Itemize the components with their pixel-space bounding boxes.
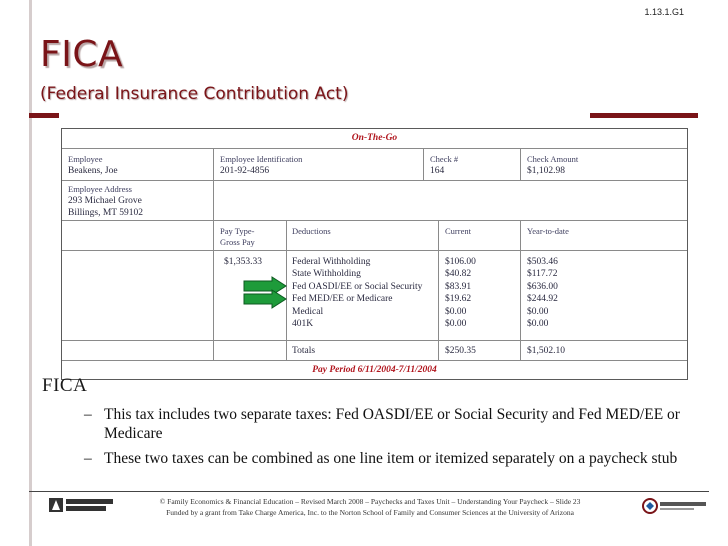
stub-deductions-row <box>62 251 687 341</box>
bullet-dash: – <box>84 406 92 423</box>
arrow-right-icon <box>242 289 288 309</box>
slide-id: 1.13.1.G1 <box>644 7 684 17</box>
emp-id-value: 201-92-4856 <box>220 166 270 176</box>
deduction-current-value: $0.00 <box>445 306 467 317</box>
deduction-name: State Withholding <box>292 269 361 280</box>
employee-value: Beakens, Joe <box>68 166 118 176</box>
deduction-ytd-value: $0.00 <box>527 319 549 330</box>
deduction-name: Fed MED/EE or Medicare <box>292 294 393 305</box>
section-heading: FICA <box>42 375 88 396</box>
footer-funding: Funded by a grant from Take Charge America, Inc. to the Norton School of Family and Consumer Sciences at the University of Arizona <box>166 508 574 517</box>
company-name: On-The-Go <box>351 133 398 143</box>
title-rule-right <box>590 113 698 118</box>
address-label: Employee Address <box>68 184 132 194</box>
check-value: 164 <box>430 166 445 176</box>
col-current: Current <box>445 226 471 236</box>
col-paytype-2: Gross Pay <box>220 237 255 247</box>
footer-rule <box>29 491 709 492</box>
gross-pay: $1,353.33 <box>224 257 262 267</box>
deduction-current-value: $106.00 <box>445 257 476 267</box>
take-charge-america-logo <box>642 497 708 515</box>
slide-title: FICA <box>40 34 124 75</box>
footer <box>130 496 610 518</box>
stub-divider <box>213 149 214 361</box>
university-of-arizona-logo <box>49 496 115 514</box>
bullet-list <box>84 405 694 474</box>
address-line-1: 293 Michael Grove <box>68 196 142 206</box>
col-ytd: Year-to-date <box>527 226 569 236</box>
amount-label: Check Amount <box>527 154 579 164</box>
deduction-current-value: $0.00 <box>445 319 467 330</box>
deduction-name: Federal Withholding <box>292 257 371 267</box>
left-margin-rule <box>29 0 32 546</box>
bullet-dash: – <box>84 450 92 467</box>
deduction-ytd-value: $503.46 <box>527 257 558 267</box>
stub-company-row <box>62 129 687 149</box>
bullet-text: This tax includes two separate taxes: Fed OASDI/EE or Social Security and Fed MED/EE or Medicare <box>104 406 680 442</box>
bullet-text: These two taxes can be combined as one line item or itemized separately on a paycheck stub <box>104 450 678 467</box>
emp-id-label: Employee Identification <box>220 154 303 164</box>
stub-address-row <box>62 181 687 221</box>
stub-divider <box>438 221 439 361</box>
stub-employee-row <box>62 149 687 181</box>
deduction-name: 401K <box>292 319 314 330</box>
deduction-current-value: $19.62 <box>445 294 472 305</box>
deduction-current-value: $40.82 <box>445 269 472 280</box>
deduction-ytd-value: $0.00 <box>527 306 549 317</box>
deduction-current <box>445 256 476 345</box>
footer-copyright: © Family Economics & Financial Education – Revised March 2008 – Paychecks and Taxes Unit – Understanding Your Paycheck – Slide 23 <box>159 497 581 506</box>
totals-ytd: $1,502.10 <box>527 346 565 356</box>
totals-label: Totals <box>292 346 316 356</box>
deduction-ytd-value: $636.00 <box>527 281 558 292</box>
deduction-name: Fed OASDI/EE or Social Security <box>292 281 423 292</box>
col-deductions: Deductions <box>292 226 331 236</box>
deduction-ytd <box>527 256 558 345</box>
stub-totals-row <box>62 341 687 361</box>
stub-columns-row <box>62 221 687 251</box>
totals-current: $250.35 <box>445 346 476 356</box>
bullet-item <box>84 405 694 443</box>
deduction-ytd-value: $117.72 <box>527 269 558 280</box>
pay-period: Pay Period 6/11/2004-7/11/2004 <box>312 365 437 375</box>
bullet-item <box>84 449 694 468</box>
paycheck-stub <box>61 128 688 380</box>
col-paytype: Pay Type- <box>220 226 255 236</box>
check-label: Check # <box>430 154 459 164</box>
address-line-2: Billings, MT 59102 <box>68 208 144 218</box>
stub-divider <box>423 149 424 181</box>
stub-divider <box>520 221 521 361</box>
deduction-ytd-value: $244.92 <box>527 294 558 305</box>
deduction-current-value: $83.91 <box>445 281 472 292</box>
deduction-names <box>292 256 422 345</box>
stub-divider <box>520 149 521 181</box>
amount-value: $1,102.98 <box>527 166 565 176</box>
employee-label: Employee <box>68 154 103 164</box>
title-rule-left <box>29 113 59 118</box>
deduction-name: Medical <box>292 306 324 317</box>
slide-subtitle: (Federal Insurance Contribution Act) <box>40 84 349 104</box>
